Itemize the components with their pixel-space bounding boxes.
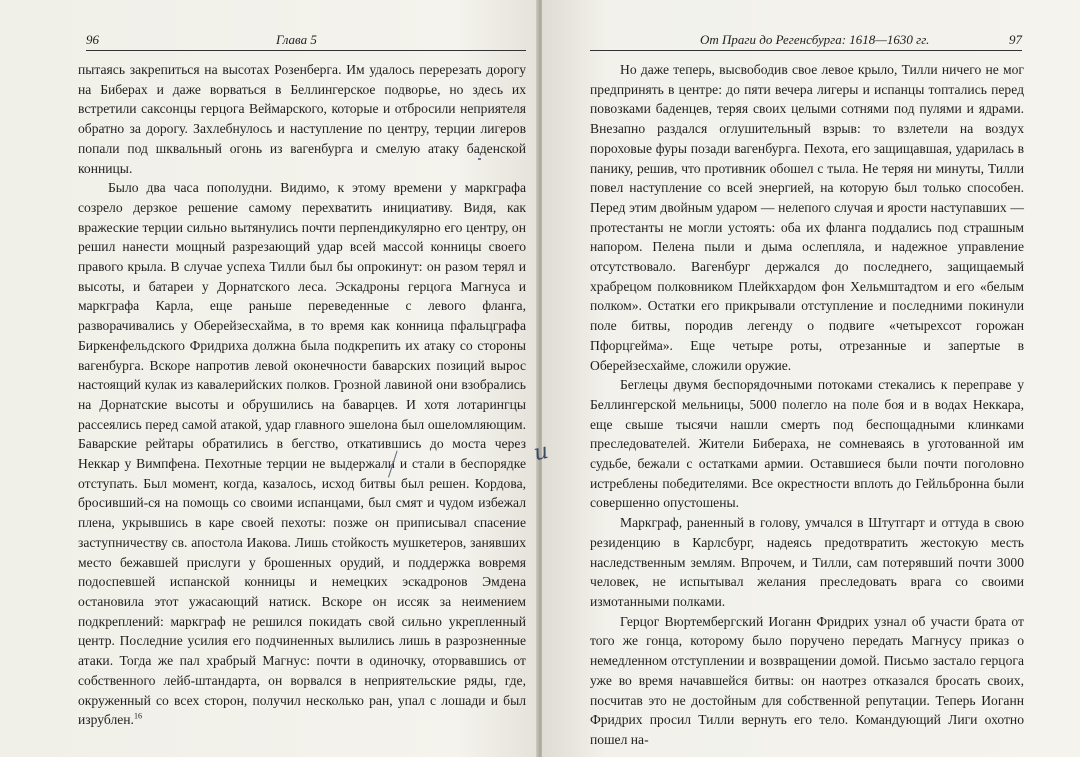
paragraph: Маркграф, раненный в голову, умчался в Штутгарт и оттуда в свою резиденцию в Карлсбург, надеясь предотвратить жестокую месть наследственным землям. Впрочем, и Тилли, сам потерявший почти 3000 человек, не испытывал желания преследовать врага со своими измотанными полками. (590, 515, 1024, 609)
left-page-header (86, 30, 526, 51)
paragraph: Герцог Вюртембергский Иоганн Фридрих узнал об участи брата от того же гонца, которому было поручено передать Магнусу приказ о немедленном отступлении и возвращении домой. Письмо застало герцога уже во время начавшейся битвы: он наотрез отказался бросать своих, посчитав это не достойным для собственной репутации. Теперь Иоганн Фридрих просил Тилли вернуть его тело. Командующий Лиги охотно пошел на- (590, 613, 1024, 747)
footnote-ref: 16 (133, 711, 142, 721)
running-head: От Праги до Регенсбурга: 1618—1630 гг. (700, 32, 930, 47)
paragraph: Беглецы двумя беспорядочными потоками стекались к переправе у Беллингерской мельницы, 5000 полегло на поле боя и в водах Неккара, еще свыше тысячи нашли смерть под беспощадными клинками преследователей. Жители Бибераха, не сомневаясь в уготованной им судьбе, бежали с остатками армии. Оставшиеся были почти поголовно истреблены победителями. Все окрестности вплоть до Гейльбронна были совершенно опустошены. (590, 377, 1024, 511)
right-page (542, 0, 1080, 757)
right-page-text (590, 60, 1024, 750)
pencil-speck (478, 158, 481, 160)
paragraph (78, 178, 526, 730)
page-number: 97 (1009, 32, 1022, 47)
paragraph-text: Было два часа пополудни. Видимо, к этому времени у маркграфа созрело дерзкое решение самому перехватить инициативу. Видя, как вражеские терции сильно вытянулись почти перпендикулярно его центру, он решил нанести мощный разрезающий удар всей массой конницы своего правого крыла. В случае успеха Тилли был бы опрокинут: он разом терял и высоты, и батареи у Дорнатского леса. Эскадроны герцога Магнуса и маркграфа Карла, еще раньше переведенные с левого фланга, разворачивались у Оберейзесхайма, в то время как конница пфальцграфа Биркенфельдского Фридриха должна была подкрепить их атаку со стороны вагенбурга. Вскоре напротив левой оконечности баварских позиций вырос настоящий кулак из кавалерийских полков. Грозной лавиной они взобрались на Дорнатские высоты и обрушились на баварцев. И хотя лотарингцы рассеялись перед самой атакой, удар главного эшелона был ошеломляющим. Баварские рейтары обратились в бегство, откатившись до моста через Неккар у Вимпфена. Пехотные терции не выдержали и стали в беспорядке отступать. Был момент, когда, казалось, исход битвы был решен. Кордова, бросивший-ся на помощь со своими испанцами, был смят и чудом избежал плена, укрывшись в каре своей пехоты: позже он приписывал спасение заступничеству св. апостола Иакова. Лишь стойкость мушкетеров, занявших место бежавшей прислуги у брошенных орудий, и поддержка вовремя подоспевшей испанской конницы и немецких эскадронов Эмдена остановила этот ужасающий натиск. Вскоре он иссяк за неимением подкреплений: маркграф не решился покидать свой сильно укрепленный центр. Последние усилия его подчиненных вылились лишь в разрозненные атаки. Тогда же пал храбрый Магнус: почти в одиночку, оторвавшись от собственного лейб-штандарта, он ворвался в неприятельские ряды, где, окруженный со всех сторон, получил несколько ран, упал с лошади и был изрублен. (78, 180, 526, 728)
left-page-text (78, 60, 526, 730)
paragraph: пытаясь закрепиться на высотах Розенберга. Им удалось перерезать дорогу на Биберах и даже ворваться в Беллингерское подворье, но здесь их встретили саксонцы герцога Веймарского, которые и отбросили неприятеля обратно за дорогу. Захлебнулось и наступление по центру, терции лигеров попали под шквальный огонь из вагенбурга и смелую атаку баденской конницы. (78, 62, 526, 176)
left-page (0, 0, 538, 757)
page-number: 96 (86, 32, 99, 47)
margin-handwritten-note: и (531, 438, 551, 467)
running-head: Глава 5 (276, 32, 317, 47)
right-page-header (590, 30, 1022, 51)
paragraph: Но даже теперь, высвободив свое левое крыло, Тилли ничего не мог предпринять в центре: до пяти вечера лигеры и испанцы топтались перед повозками баденцев, теряя своих целыми сотнями под пулями и ядрами. Внезапно раздался оглушительный взрыв: то взлетели на воздух пороховые фуры позади вагенбурга. Пехота, его защищавшая, ударилась в панику, решив, что противник обошел с тыла. Не теряя ни минуты, Тилли повел наступление со всей энергией, на которую был только способен. Перед этим двойным ударом — нелепого случая и ярости наступавших — протестанты не могли устоять: оба их фланга поддались под страшным напором. Пелена пыли и дыма ослепляла, и надежное управление отсутствовало. Вагенбург держался до последнего, защищаемый храбрецом полковником Плейкхардом фон Хельмштадтом и его «белым полком». Остатки его прикрывали отступление и последними покинули поле битвы, породив легенду о подвиге «четырехсот горожан Пфорцгейма». Еще четыре роты, отрезанные и запертые в Оберейзесхайме, сложили оружие. (590, 62, 1024, 373)
